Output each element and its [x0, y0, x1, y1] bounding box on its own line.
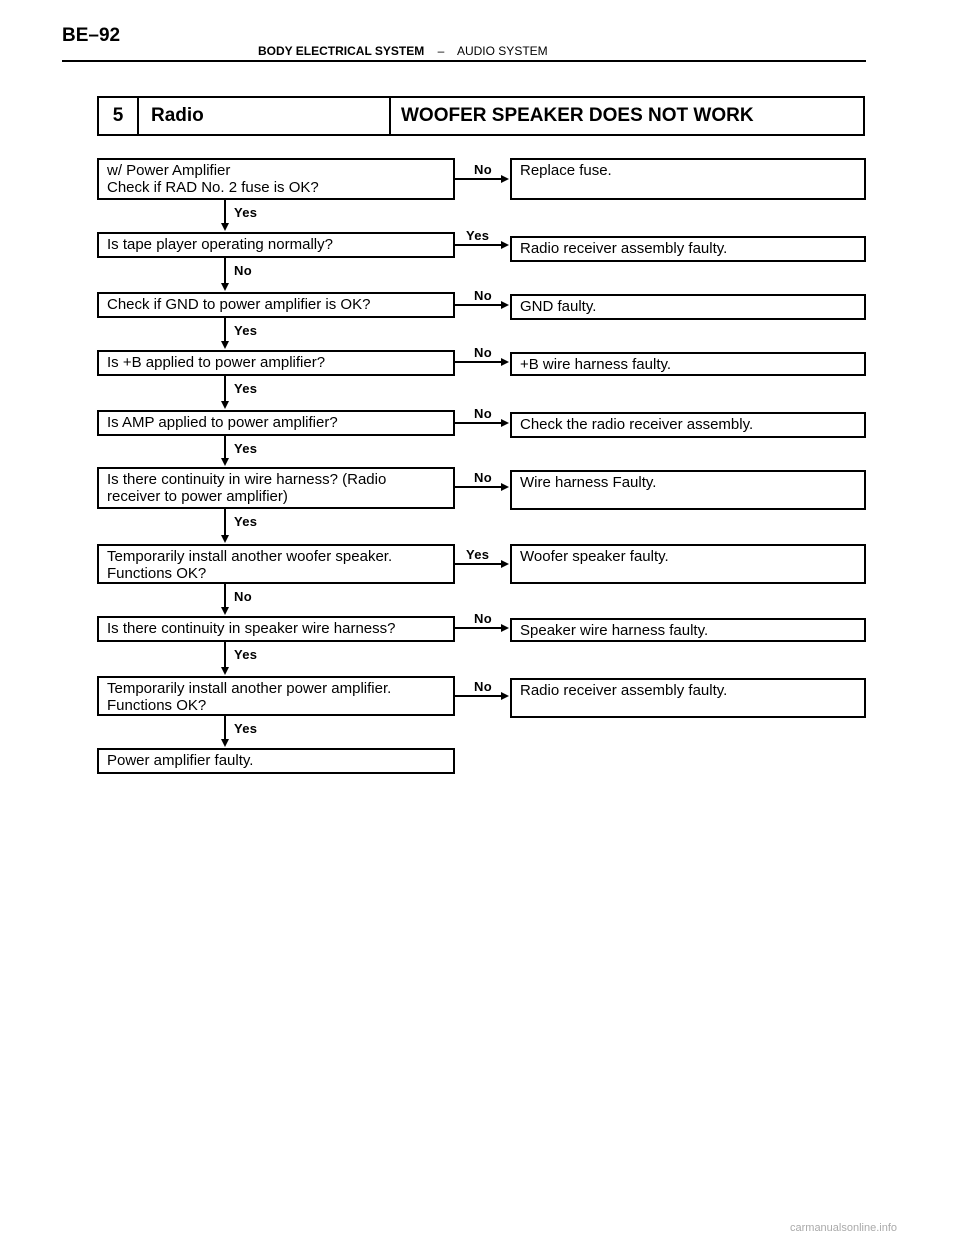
- branch-label: No: [474, 406, 492, 421]
- header-rule: [62, 60, 866, 62]
- down-label: Yes: [234, 647, 258, 662]
- branch-connector: [455, 178, 502, 180]
- question-text: Check if GND to power amplifier is OK?: [107, 296, 371, 313]
- result-box: [510, 236, 866, 262]
- down-arrow: [221, 341, 229, 349]
- branch-label: Yes: [466, 228, 490, 243]
- branch-arrow: [501, 419, 509, 427]
- down-label: Yes: [234, 205, 258, 220]
- result-text: +B wire harness faulty.: [520, 356, 672, 373]
- down-label: No: [234, 589, 252, 604]
- problem-category: Radio: [137, 98, 389, 134]
- result-box: [510, 544, 866, 584]
- question-text: receiver to power amplifier): [107, 488, 288, 505]
- branch-arrow: [501, 692, 509, 700]
- watermark: carmanualsonline.info: [790, 1222, 898, 1234]
- down-connector: [224, 258, 226, 284]
- question-text: Check if RAD No. 2 fuse is OK?: [107, 179, 319, 196]
- question-box: [97, 232, 455, 258]
- branch-arrow: [501, 241, 509, 249]
- branch-connector: [455, 304, 502, 306]
- result-text: Woofer speaker faulty.: [520, 548, 669, 565]
- branch-arrow: [501, 624, 509, 632]
- down-arrow: [221, 283, 229, 291]
- down-connector: [224, 642, 226, 668]
- branch-connector: [455, 422, 502, 424]
- result-box: [510, 352, 866, 376]
- branch-arrow: [501, 358, 509, 366]
- down-connector: [224, 584, 226, 608]
- branch-label: No: [474, 345, 492, 360]
- result-text: Radio receiver assembly faulty.: [520, 240, 728, 257]
- result-box: [510, 294, 866, 320]
- result-box: [510, 158, 866, 200]
- branch-connector: [455, 486, 502, 488]
- down-arrow: [221, 739, 229, 747]
- subsection-title: AUDIO SYSTEM: [456, 44, 548, 58]
- problem-title: WOOFER SPEAKER DOES NOT WORK: [389, 98, 863, 134]
- down-arrow: [221, 223, 229, 231]
- down-label: Yes: [234, 323, 258, 338]
- result-text: GND faulty.: [520, 298, 597, 315]
- down-label: Yes: [234, 381, 258, 396]
- question-text: Is there continuity in wire harness? (Radio: [107, 471, 387, 488]
- down-arrow: [221, 535, 229, 543]
- branch-label: No: [474, 162, 492, 177]
- result-box: [510, 470, 866, 510]
- question-box: [97, 467, 455, 509]
- branch-arrow: [501, 301, 509, 309]
- down-connector: [224, 376, 226, 402]
- question-text: Temporarily install another woofer speaker.: [107, 548, 393, 565]
- final-result-text: Power amplifier faulty.: [107, 752, 254, 769]
- question-text: Temporarily install another power amplifier.: [107, 680, 392, 697]
- down-label: No: [234, 263, 252, 278]
- down-arrow: [221, 458, 229, 466]
- question-box: [97, 616, 455, 642]
- down-label: Yes: [234, 721, 258, 736]
- down-label: Yes: [234, 514, 258, 529]
- question-text: Functions OK?: [107, 565, 207, 582]
- down-connector: [224, 200, 226, 224]
- question-text: Functions OK?: [107, 697, 207, 714]
- branch-label: No: [474, 470, 492, 485]
- question-box: [97, 158, 455, 200]
- branch-label: No: [474, 288, 492, 303]
- question-text: w/ Power Amplifier: [107, 162, 231, 179]
- question-text: Is +B applied to power amplifier?: [107, 354, 326, 371]
- question-box: [97, 544, 455, 584]
- question-box: [97, 292, 455, 318]
- problem-number: 5: [112, 105, 124, 126]
- down-connector: [224, 318, 226, 342]
- branch-label: No: [474, 679, 492, 694]
- section-header: [258, 44, 548, 58]
- down-connector: [224, 436, 226, 459]
- branch-connector: [455, 361, 502, 363]
- question-text: Is there continuity in speaker wire harness?: [107, 620, 396, 637]
- question-text: Is tape player operating normally?: [107, 236, 333, 253]
- header-separator: –: [437, 44, 445, 58]
- branch-label: No: [474, 611, 492, 626]
- question-box: [97, 410, 455, 436]
- result-text: Wire harness Faulty.: [520, 474, 657, 491]
- branch-arrow: [501, 175, 509, 183]
- down-connector: [224, 716, 226, 740]
- down-arrow: [221, 667, 229, 675]
- section-title: BODY ELECTRICAL SYSTEM: [258, 44, 425, 58]
- branch-connector: [455, 244, 502, 246]
- branch-arrow: [501, 483, 509, 491]
- result-text: Replace fuse.: [520, 162, 612, 179]
- result-box: [510, 412, 866, 438]
- problem-banner: [97, 96, 865, 136]
- result-text: Speaker wire harness faulty.: [520, 622, 709, 639]
- branch-label: Yes: [466, 547, 490, 562]
- branch-connector: [455, 563, 502, 565]
- branch-arrow: [501, 560, 509, 568]
- question-text: Is AMP applied to power amplifier?: [107, 414, 338, 431]
- result-text: Radio receiver assembly faulty.: [520, 682, 728, 699]
- result-box: [510, 678, 866, 718]
- branch-connector: [455, 627, 502, 629]
- question-box: [97, 350, 455, 376]
- final-result-box: [97, 748, 455, 774]
- down-connector: [224, 509, 226, 536]
- result-box: [510, 618, 866, 642]
- question-box: [97, 676, 455, 716]
- down-arrow: [221, 607, 229, 615]
- down-label: Yes: [234, 441, 258, 456]
- page-number: BE–92: [62, 25, 121, 46]
- result-text: Check the radio receiver assembly.: [520, 416, 754, 433]
- down-arrow: [221, 401, 229, 409]
- branch-connector: [455, 695, 502, 697]
